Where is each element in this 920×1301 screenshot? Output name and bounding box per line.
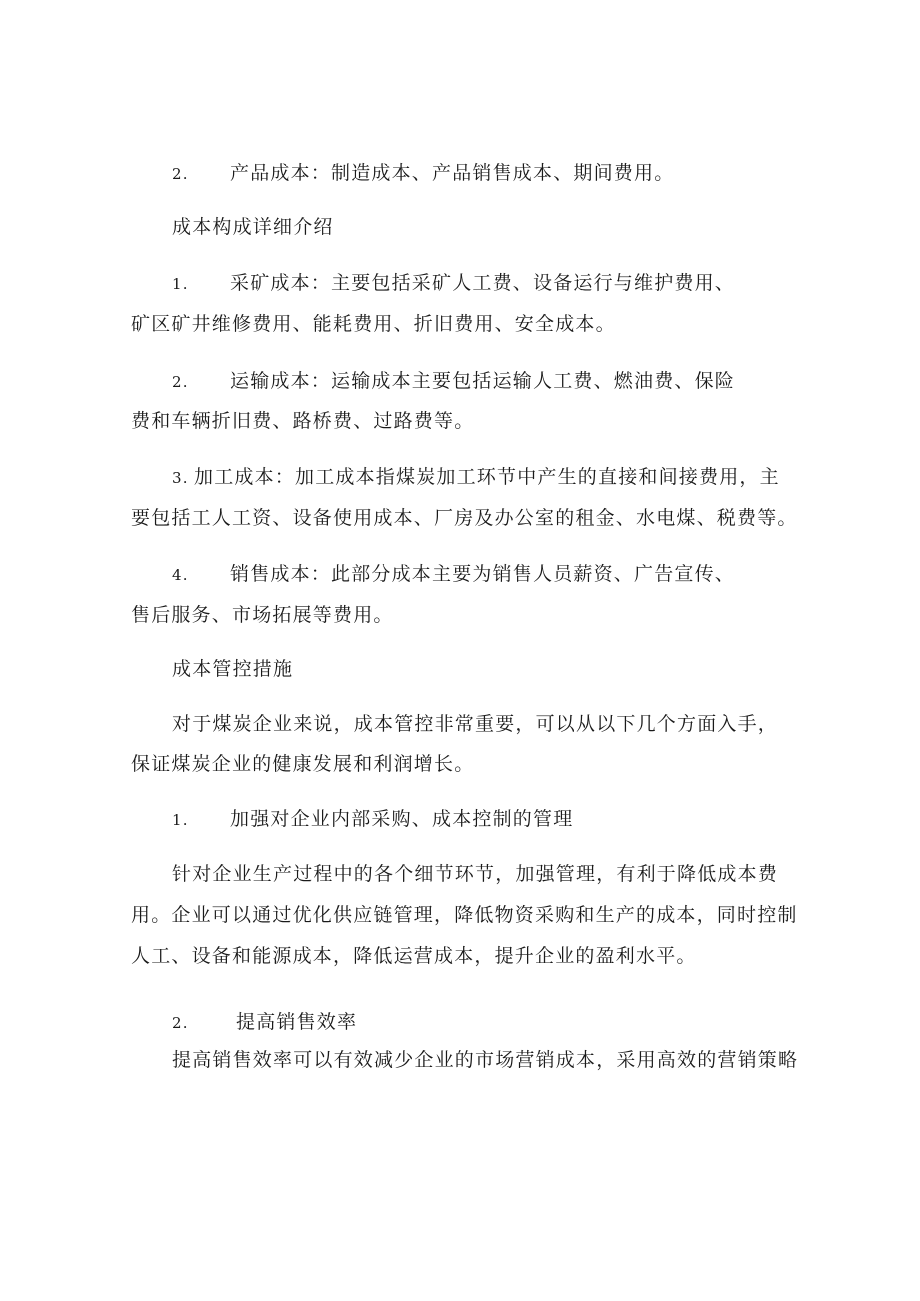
processing-cost-continuation: 要包括工人工资、设备使用成本、厂房及办公室的租金、水电煤、税费等。	[131, 507, 798, 529]
list-text: 运输成本：运输成本主要包括运输人工费、燃油费、保险	[230, 370, 736, 392]
list-number: 3.	[172, 469, 189, 487]
processing-cost-item	[172, 465, 780, 490]
measure-1-title	[172, 807, 573, 832]
measure-2-body-line: 提高销售效率可以有效减少企业的市场营销成本，采用高效的营销策略	[172, 1049, 799, 1071]
section-heading-cost-detail: 成本构成详细介绍	[172, 216, 334, 238]
measure-2-title	[172, 1010, 357, 1035]
list-number: 1.	[172, 275, 189, 293]
intro-paragraph-line: 对于煤炭企业来说，成本管控非常重要，可以从以下几个方面入手，	[172, 713, 779, 735]
measure-1-body-line: 人工、设备和能源成本，降低运营成本，提升企业的盈利水平。	[131, 945, 697, 967]
list-text: 加工成本：加工成本指煤炭加工环节中产生的直接和间接费用，主	[194, 466, 780, 488]
list-text: 采矿成本：主要包括采矿人工费、设备运行与维护费用、	[230, 272, 736, 294]
list-number: 4.	[172, 566, 189, 584]
section-heading-control: 成本管控措施	[172, 658, 294, 680]
measure-1-body-line: 用。企业可以通过优化供应链管理，降低物资采购和生产的成本，同时控制	[131, 904, 798, 926]
list-text: 加强对企业内部采购、成本控制的管理	[230, 808, 574, 830]
mining-cost-continuation: 矿区矿井维修费用、能耗费用、折旧费用、安全成本。	[131, 313, 616, 335]
measure-1-body-line: 针对企业生产过程中的各个细节环节，加强管理，有利于降低成本费	[172, 863, 779, 885]
list-number: 2.	[172, 373, 189, 391]
list-text: 产品成本：制造成本、产品销售成本、期间费用。	[230, 162, 675, 184]
product-cost-item	[172, 161, 674, 186]
intro-paragraph-line: 保证煤炭企业的健康发展和利润增长。	[131, 753, 475, 775]
sales-cost-continuation: 售后服务、市场拓展等费用。	[131, 604, 394, 626]
list-number: 2.	[172, 1014, 189, 1032]
list-text: 销售成本：此部分成本主要为销售人员薪资、广告宣传、	[230, 563, 736, 585]
mining-cost-item	[172, 271, 735, 296]
transport-cost-continuation: 费和车辆折旧费、路桥费、过路费等。	[131, 410, 475, 432]
sales-cost-item	[172, 562, 735, 587]
list-number: 2.	[172, 165, 189, 183]
list-text: 提高销售效率	[236, 1011, 358, 1033]
transport-cost-item	[172, 369, 735, 394]
list-number: 1.	[172, 811, 189, 829]
